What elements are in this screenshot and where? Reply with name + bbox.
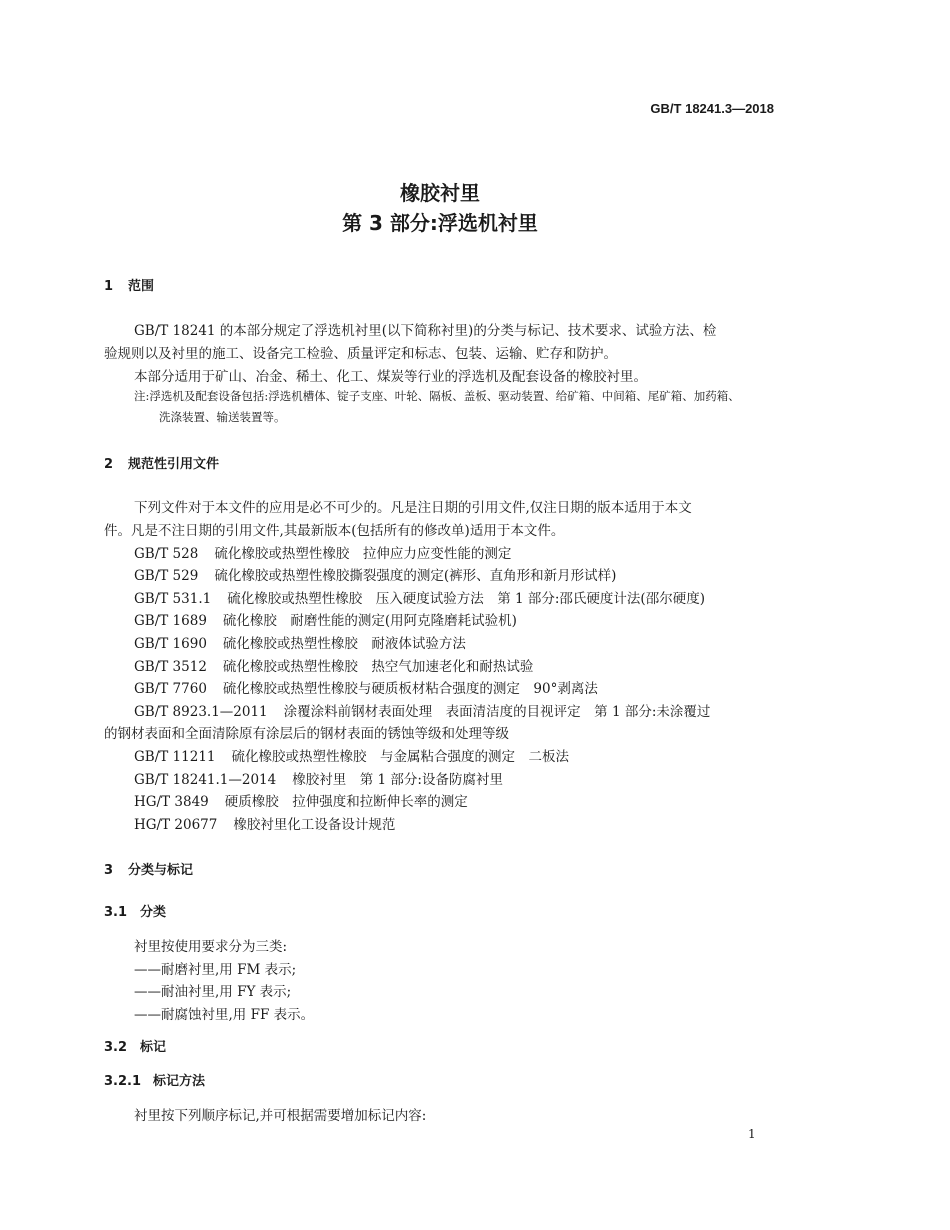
document-subtitle: 第 3 部分:浮选机衬里 xyxy=(342,211,538,235)
section-3-2-heading: 3.2 标记 xyxy=(104,1040,167,1055)
paragraph: 验规则以及衬里的施工、设备完工检验、质量评定和标志、包装、运输、贮存和防护。 xyxy=(104,346,617,362)
page-number: 1 xyxy=(748,1127,756,1141)
standard-code: GB/T 18241.3—2018 xyxy=(650,101,774,116)
section-3-2-1-heading: 3.2.1 标记方法 xyxy=(104,1074,206,1089)
section-2-heading: 2 规范性引用文件 xyxy=(104,457,220,472)
paragraph: 衬里按使用要求分为三类: xyxy=(134,939,288,955)
reference-item: GB/T 3512 硫化橡胶或热塑性橡胶 热空气加速老化和耐热试验 xyxy=(134,659,534,675)
reference-item: GB/T 1689 硫化橡胶 耐磨性能的测定(用阿克隆磨耗试验机) xyxy=(134,613,517,629)
paragraph: 下列文件对于本文件的应用是必不可少的。凡是注日期的引用文件,仅注日期的版本适用于本文 xyxy=(134,500,692,516)
reference-item: GB/T 529 硫化橡胶或热塑性橡胶撕裂强度的测定(裤形、直角形和新月形试样) xyxy=(134,568,617,584)
reference-item: GB/T 18241.1—2014 橡胶衬里 第 1 部分:设备防腐衬里 xyxy=(134,772,503,788)
note-label: 注: xyxy=(134,389,150,403)
reference-item-continuation: 的钢材表面和全面清除原有涂层后的钢材表面的锈蚀等级和处理等级 xyxy=(104,726,509,742)
list-item: ——耐油衬里,用 FY 表示; xyxy=(134,984,292,1000)
section-3-1-heading: 3.1 分类 xyxy=(104,905,167,920)
section-3-heading: 3 分类与标记 xyxy=(104,863,194,878)
note: 注:浮选机及配套设备包括:浮选机槽体、锭子支座、叶轮、隔板、盖板、驱动装置、给矿箱、中间箱、尾矿箱、加药箱、 xyxy=(134,389,740,403)
note-continuation: 洗涤装置、输送装置等。 xyxy=(159,410,286,424)
reference-item: GB/T 528 硫化橡胶或热塑性橡胶 拉伸应力应变性能的测定 xyxy=(134,546,512,562)
reference-item: GB/T 1690 硫化橡胶或热塑性橡胶 耐液体试验方法 xyxy=(134,636,466,652)
reference-item: GB/T 531.1 硫化橡胶或热塑性橡胶 压入硬度试验方法 第 1 部分:邵氏硬度计法(邵尔硬度) xyxy=(134,591,705,607)
paragraph: GB/T 18241 的本部分规定了浮选机衬里(以下简称衬里)的分类与标记、技术要求、试验方法、检 xyxy=(134,323,717,339)
section-1-heading: 1 范围 xyxy=(104,279,155,294)
paragraph: 衬里按下列顺序标记,并可根据需要增加标记内容: xyxy=(134,1108,427,1124)
list-item: ——耐腐蚀衬里,用 FF 表示。 xyxy=(134,1007,315,1023)
reference-item: HG/T 3849 硬质橡胶 拉伸强度和拉断伸长率的测定 xyxy=(134,794,468,810)
paragraph: 本部分适用于矿山、冶金、稀土、化工、煤炭等行业的浮选机及配套设备的橡胶衬里。 xyxy=(134,369,647,385)
reference-item: GB/T 8923.1—2011 涂覆涂料前钢材表面处理 表面清洁度的目视评定 第 1 部分:未涂覆过 xyxy=(134,704,711,720)
list-item: ——耐磨衬里,用 FM 表示; xyxy=(134,962,297,978)
reference-item: HG/T 20677 橡胶衬里化工设备设计规范 xyxy=(134,817,396,833)
reference-item: GB/T 11211 硫化橡胶或热塑性橡胶 与金属粘合强度的测定 二板法 xyxy=(134,749,569,765)
document-title: 橡胶衬里 xyxy=(400,181,480,205)
paragraph: 件。凡是不注日期的引用文件,其最新版本(包括所有的修改单)适用于本文件。 xyxy=(104,523,565,539)
reference-item: GB/T 7760 硫化橡胶或热塑性橡胶与硬质板材粘合强度的测定 90°剥离法 xyxy=(134,681,598,697)
